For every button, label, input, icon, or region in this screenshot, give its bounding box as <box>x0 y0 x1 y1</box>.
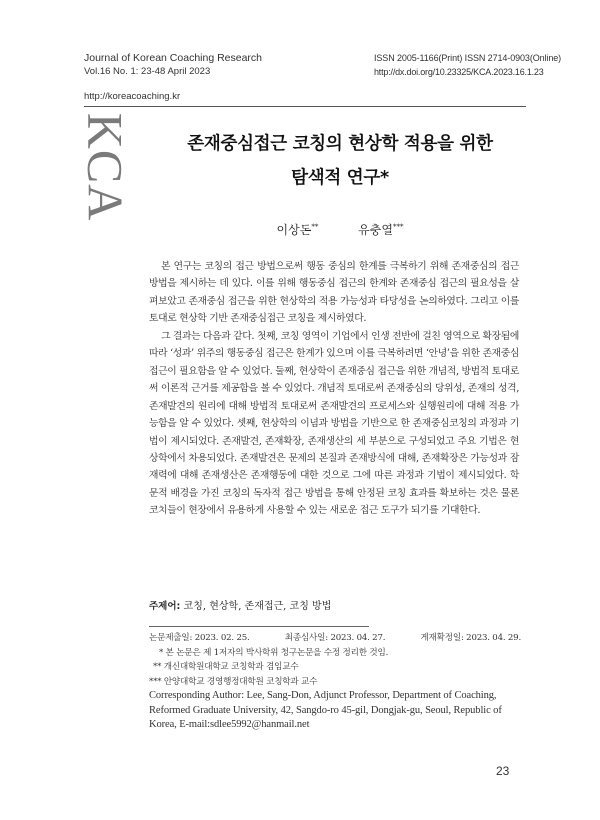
issn: ISSN 2005-1166(Print) ISSN 2714-0903(Online) <box>374 53 562 63</box>
abstract <box>149 258 519 520</box>
kca-logo <box>75 112 135 222</box>
abstract-paragraph-2: 그 결과는 다음과 같다. 첫째, 코칭 영역이 기업에서 인생 전반에 걸친 영역으로 확장됨에 따라 ‘성과’ 위주의 행동중심 접근은 한계가 있으며 이를 극복하려면 ‘안녕’을 위한 존재중심 접근이 필요함을 알 수 있었다. 둘째, 현상학이 존재중심 접근을 위한 개념적, 방법적 토대로써 이론적 근거를 제공함을 볼 수 있었다. 개념적 토대로써 존재중심의 당위성, 존재의 성격, 존재발견의 원리에 대해 방법적 토대로써 존재발견의 프로세스와 실행원리에 대해 적용 가능함을 알 수 있었다. 셋째, 현상학의 이념과 방법을 기반으로 한 존재중심코칭의 과정과 기법이 제시되었다. 존재발견, 존재확장, 존재생산의 세 부분으로 구성되었고 주요 기법은 현상학에서 차용되었다. 존재발견은 문제의 본질과 존재방식에 대해, 존재확장은 가능성과 잠재력에 대해 존재생산은 존재행동에 대한 것으로 그에 따른 과정과 기법이 제시되었다. 학문적 배경을 가진 코칭의 독자적 접근 방법을 통해 안정된 코칭 효과를 확보하는 것은 물론 코치들이 현장에서 유용하게 사용할 수 있는 새로운 접근 도구가 되기를 기대한다. <box>149 330 519 517</box>
doi-link[interactable]: http://dx.doi.org/10.23325/KCA.2023.16.1.23 <box>374 67 544 77</box>
author-1-name: 이상돈 <box>276 223 312 237</box>
keywords <box>149 597 331 612</box>
second-author-note: *** 안양대학교 경영행정대학원 코칭학과 교수 <box>149 676 318 687</box>
footnote-divider <box>149 626 369 627</box>
journal-name: Journal of Korean Coaching Research <box>84 52 263 64</box>
corresponding-author: Corresponding Author: Lee, Sang-Don, Adjunct Professor, Department of Coaching, Reformed Graduate University, 42, Sangdo-ro 45-gil, Dongjak-gu, Seoul, Republic of Korea, E-mail:sdlee5992@hanmail.net <box>149 690 502 730</box>
reviewed-date: 최종심사일: 2023. 04. 27. <box>284 633 386 643</box>
footnotes <box>149 631 521 733</box>
journal-header-right <box>374 51 561 79</box>
title-line-2: 탐색적 연구* <box>291 168 389 188</box>
journal-url-link[interactable]: http://koreacoaching.kr <box>84 91 181 102</box>
keywords-label: 주제어: <box>149 601 181 612</box>
paper-title <box>150 127 530 195</box>
journal-header-left <box>84 51 262 79</box>
submission-dates <box>149 631 521 646</box>
abstract-paragraph-1: 본 연구는 코칭의 접근 방법으로써 행동 중심의 한계를 극복하기 위해 존재중심의 접근 방법을 제시하는 데 있다. 이를 위해 행동중심 접근의 한계와 존재중심 접근의 필요성을 살펴보았고 존재중심 접근을 위한 현상학의 적용 가능성과 타당성을 논의하였다. 그리고 이를 토대로 현상학 기반 존재중심접근 코칭을 제시하였다. <box>149 261 519 325</box>
accepted-date: 게재확정일: 2023. 04. 29. <box>420 633 521 643</box>
received-date: 논문제출일: 2023. 02. 25. <box>149 633 250 643</box>
author-2-name: 유충열 <box>358 223 393 237</box>
kca-logo-text: KCA <box>77 112 134 222</box>
first-author-note: ** 개신대학원대학교 코칭학과 겸임교수 <box>153 662 299 672</box>
author-2-mark: *** <box>392 223 404 231</box>
title-line-1: 존재중심접근 코칭의 현상학 적용을 위한 <box>187 134 493 154</box>
author-list <box>150 221 530 238</box>
author-1-mark: ** <box>311 223 319 231</box>
author-1 <box>277 221 319 238</box>
volume-info: Vol.16 No. 1: 23-48 April 2023 <box>84 66 211 77</box>
page-number: 23 <box>496 764 510 778</box>
keywords-text: 코칭, 현상학, 존재접근, 코칭 방법 <box>183 601 332 612</box>
header-divider <box>84 106 526 107</box>
author-2 <box>358 221 403 238</box>
thesis-note: * 본 논문은 제 1저자의 박사학위 청구논문을 수정 정리한 것임. <box>159 647 389 658</box>
